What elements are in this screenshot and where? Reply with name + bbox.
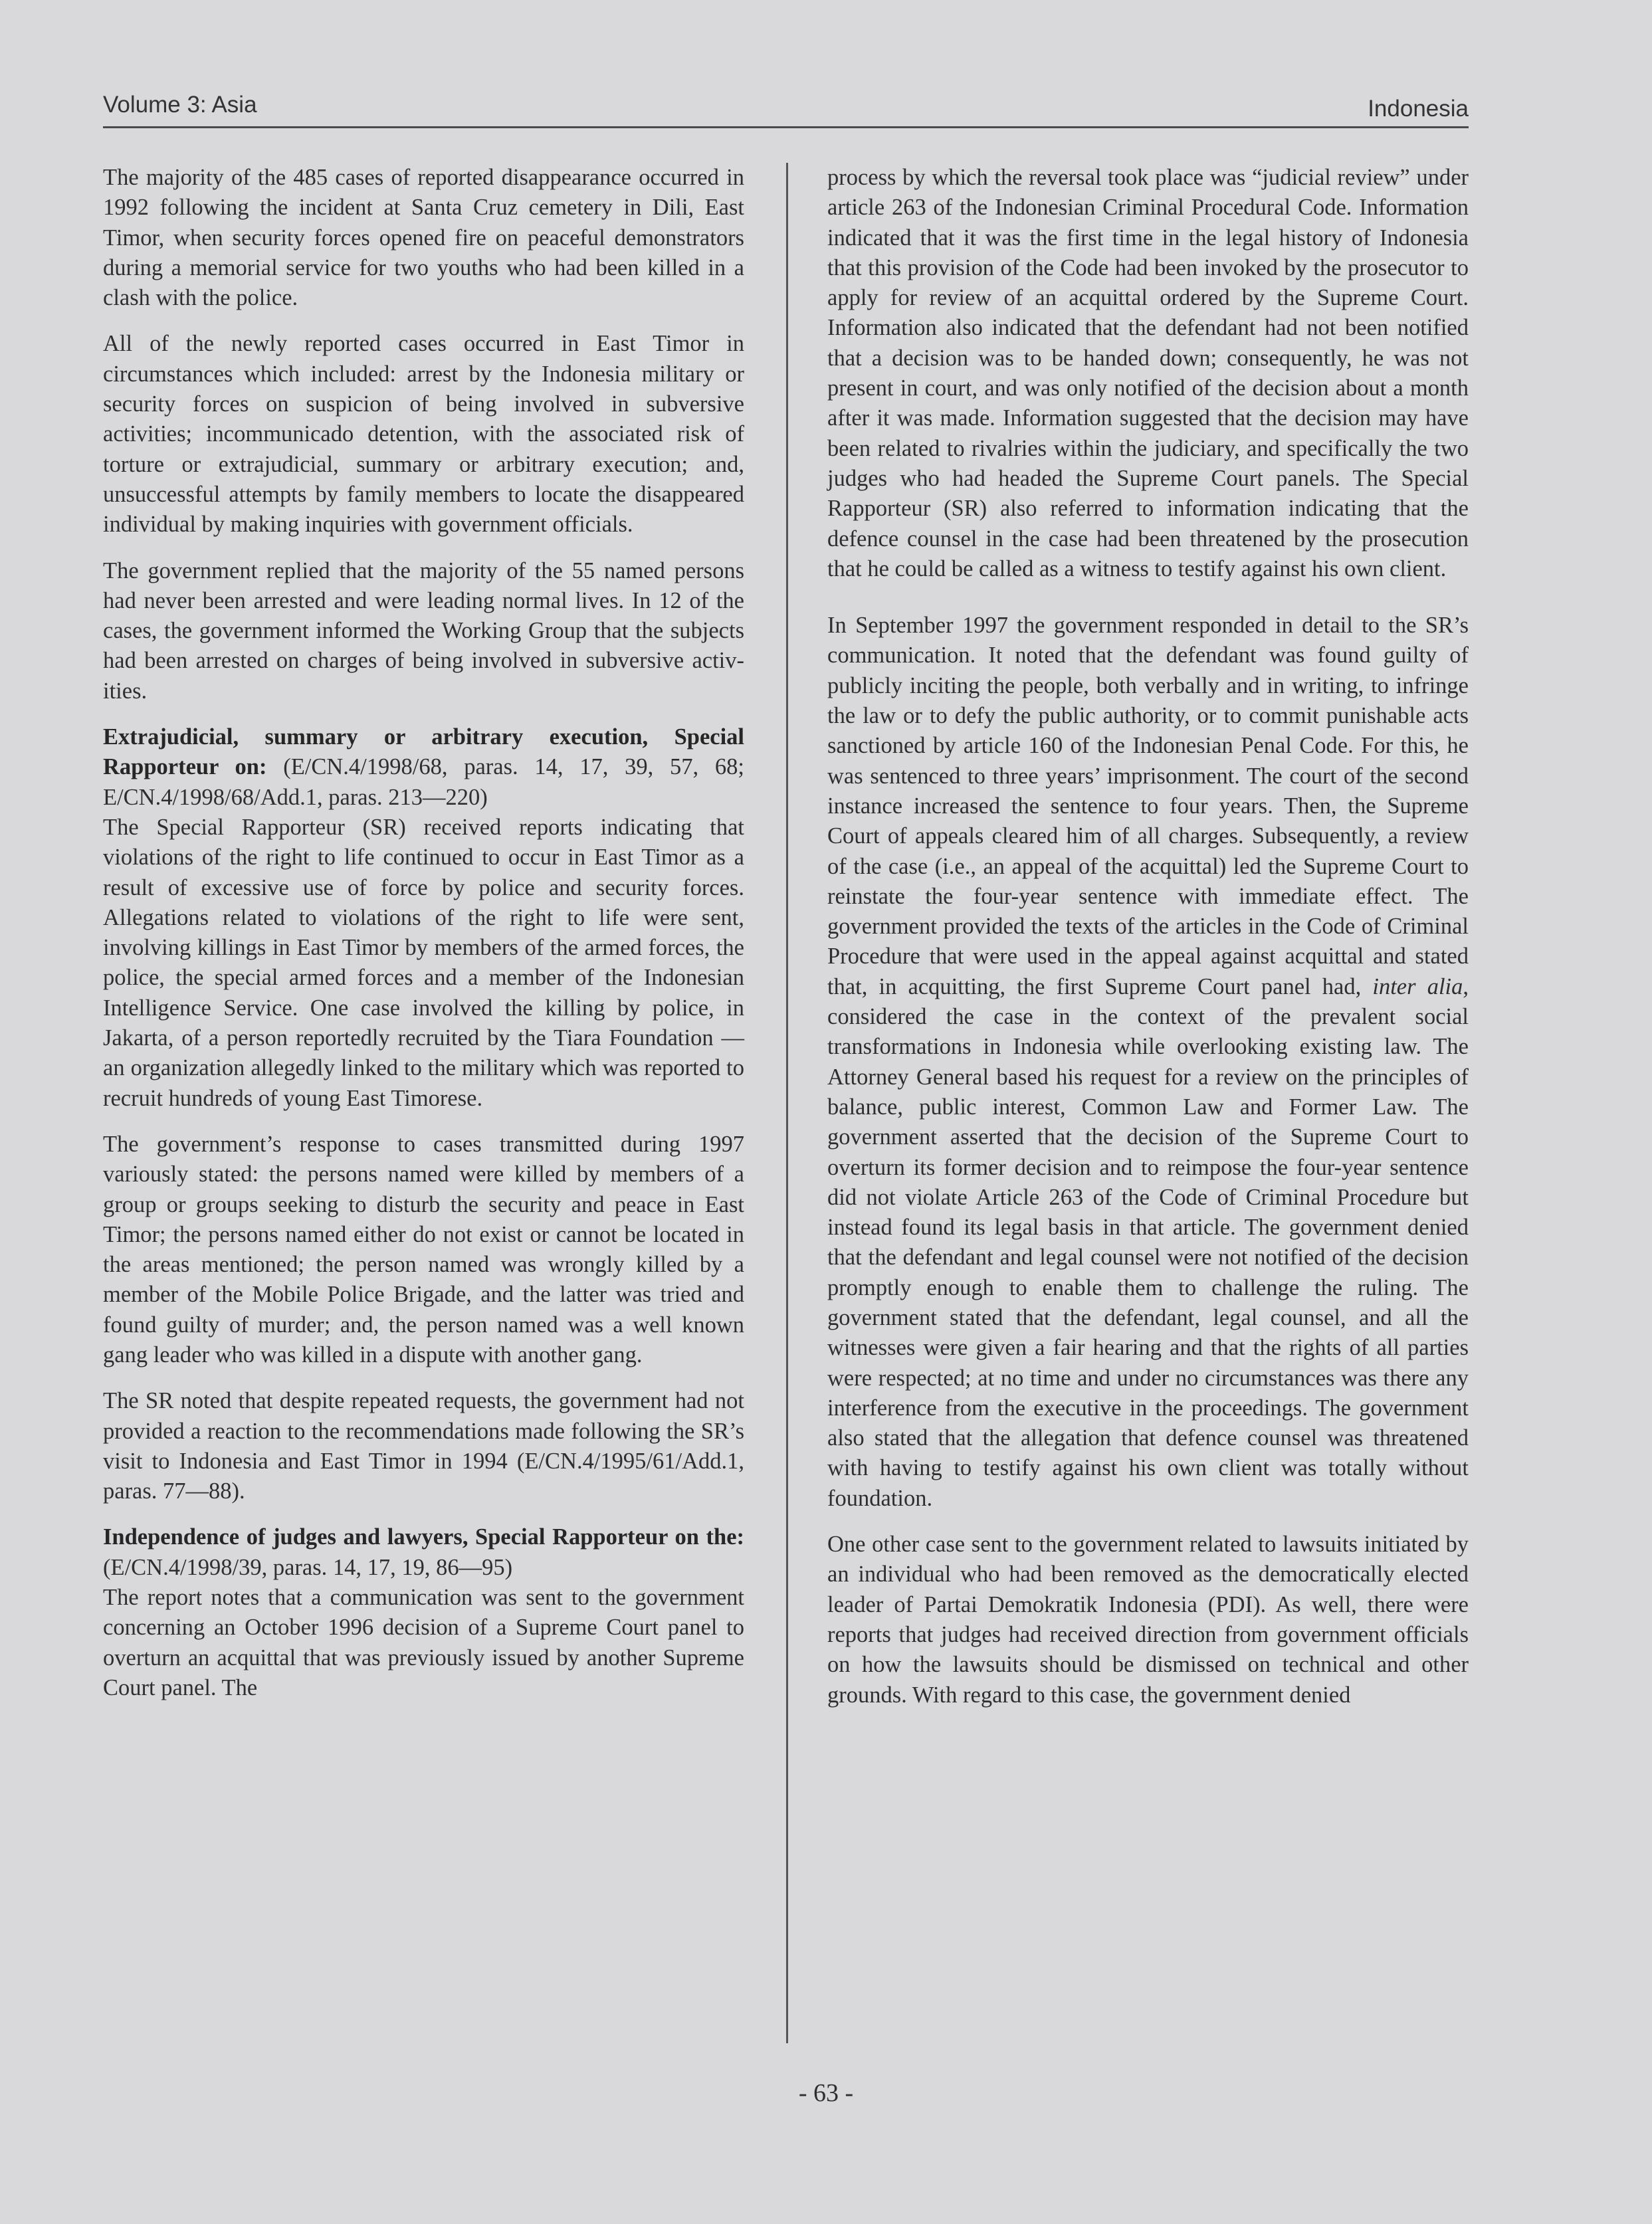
section-heading-extrajudicial xyxy=(103,722,744,813)
paragraph: The government replied that the majority of the 55 named persons had never been arrested and were leading normal lives. In 12 of the cases, the government informed the Working Group that the subjects had been arrested on charges of being involved in subversive activities. xyxy=(103,557,744,704)
text-run: , considered the case in the context of the prevalent social transformations in Indonesia while overlooking existing law. The Attorney General based his request for a review on the principles of balance, public interest, Common Law and Former Law. The government asserted that the decision of the Supreme Court to overturn its former decision and to reimpose the four-year sentence did not violate Article 263 of the Code of Criminal Procedure but instead found its legal basis in that article. The government denied that the defendant and legal counsel were not notified of the decision promptly enough to enable them to challenge the ruling. The government stated that the defendant, legal counsel, and all the witnesses were given a fair hearing and that the rights of all parties were respected; at no time and under no circumstances was there any interference from the executive in the proceedings. The government also stated that the allegation that defence counsel was threatened with having to testify against his own client was totally without foundation. xyxy=(827,973,1469,1511)
section-heading-independence xyxy=(103,1522,744,1583)
left-column xyxy=(103,163,744,1719)
paragraph: The government’s response to cases transmitted during 1997 variously stated: the persons named were killed by members of a group or groups seeking to disturb the security and peace in East Timor; the persons named either do not exist or cannot be located in the areas mentioned; the person named was wrongly killed by a member of the Mobile Police Brigade, and the latter was tried and found guilty of murder; and, the person named was a well known gang leader who was killed in a dispute with another gang. xyxy=(103,1131,744,1367)
paragraph: process by which the reversal took place was “judicial review” under article 263 of the Indonesian Criminal Procedural Code. Information indicated that it was the first time in the legal history of Indonesia that this provision of the Code had been invoked by the prosecutor to apply for review of an acquittal ordered by the Supreme Court. Information also indicated that the defendant had not been notified that a decision was to be handed down; consequently, he was not present in court, and was only notified of the decision about a month after it was made. Information suggested that the decision may have been related to rivalries within the judiciary, and specifically the two judges who had headed the Supreme Court panels. The Special Rapporteur (SR) also referred to information indicating that the defence counsel in the case had been threatened by the prosecution that he could be called as a witness to testify against his own client. xyxy=(827,165,1469,581)
column-divider xyxy=(786,163,788,2043)
paragraph: One other case sent to the government related to lawsuits initiated by an individual who had been removed as the democratically elected leader of Partai Demokratik Indonesia (PDI). As well, there were reports that judges had received direction from government officials on how the lawsuits should be dismissed on technical and other grounds. With regard to this case, the government denied xyxy=(827,1532,1469,1708)
section-title: Independence of judges and lawyers, Special Rapporteur on the: xyxy=(103,1524,744,1550)
paragraph: The majority of the 485 cases of reported disappearance occurred in 1992 following the incident at Santa Cruz cemetery in Dili, East Timor, when security forces opened fire on peaceful demonstrators during a memorial service for two youths who had been killed in a clash with the police. xyxy=(103,165,744,311)
section-reference: (E/CN.4/1998/39, paras. 14, 17, 19, 86—95) xyxy=(103,1554,513,1580)
italic-term: inter alia xyxy=(1372,973,1463,999)
paragraph: All of the newly reported cases occurred in East Timor in circumstances which included: arrest by the Indonesia military or security forces on suspicion of being involved in subversive activities; incommunicado detention, with the associated risk of torture or extrajudicial, summary or arbitrary execution; and, unsuccessful attempts by family members to locate the disappeared individual by making inquiries with government officials. xyxy=(103,331,744,538)
text-run: In September 1997 the government responded in detail to the SR’s communication. It noted that the defendant was found guilty of publicly inciting the people, both verbally and in writing, to infringe the law or to defy the public authority, or to commit punishable acts sanctioned by article 160 of the Indonesian Penal Code. For this, he was sentenced to three years’ imprisonment. The court of the second instance increased the sentence to four years. Then, the Supreme Court of appeals cleared him of all charges. Subsequently, a review of the case (i.e., an appeal of the acquittal) led the Supreme Court to reinstate the four-year sentence with immediate effect. The government provided the texts of the articles in the Code of Criminal Procedure that were used in the appeal against acquittal and stated that, in acquitting, the first Supreme Court panel had, xyxy=(827,613,1469,999)
paragraph: The SR noted that despite repeated requests, the government had not provided a reaction to the recommendations made following the SR’s visit to Indonesia and East Timor in 1994 (E/CN.4/1995/61/Add.1, paras. 77—88). xyxy=(103,1388,744,1504)
section-reference: (E/CN.4/1998/68, paras. 14, 17, 39, 57, 68; E/CN.4/1998/68/Add.1, paras. 213—220) xyxy=(103,754,745,810)
volume-label: Volume 3: Asia xyxy=(103,92,257,118)
paragraph: The report notes that a communication was sent to the government concerning an October 1996 decision of a Supreme Court panel to overturn an acquittal that was previously issued by another Supreme Court panel. The xyxy=(103,1585,744,1700)
page-number: - 63 - xyxy=(798,2079,854,2107)
right-column xyxy=(827,163,1469,1726)
section-title: Extrajudicial, summary or arbitrary execution, Special Rapporteur on: xyxy=(103,724,744,780)
country-label: Indonesia xyxy=(1368,96,1469,122)
paragraph: The Special Rapporteur (SR) received reports indicating that violations of the right to life continued to occur in East Timor as a result of excessive use of force by police and security forces. Allegations related to violations of the right to life were sent, involving killings in East Timor by members of the armed forces, the police, the special armed forces and a member of the Indonesian Intelligence Service. One case involved the killing by police, in Jakarta, of a person reportedly recruited by the Tiara Foundation — an organization allegedly linked to the military which was reported to recruit hundreds of young East Timorese. xyxy=(103,814,744,1111)
paragraph xyxy=(827,611,1469,1514)
page-header xyxy=(103,80,1469,128)
